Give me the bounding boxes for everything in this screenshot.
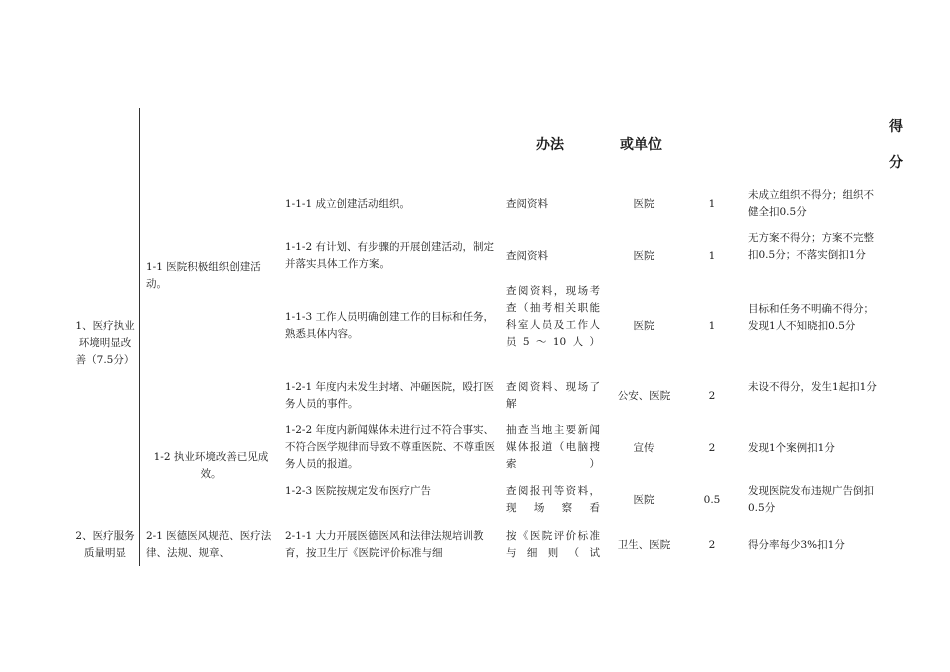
- item-method: 查阅资料: [506, 198, 548, 210]
- item-rule: 目标和任务不明确不得分；发现1人不知晓扣0.5分: [748, 303, 874, 332]
- item-rule: 得分率每少3%扣1分: [748, 539, 845, 551]
- item-rule: 无方案不得分；方案不完整扣0.5分；不落实倒扣1分: [748, 232, 874, 261]
- item-rule: 发现1个案例扣1分: [748, 442, 835, 454]
- item-unit: 医院: [633, 198, 655, 210]
- item-method: 查阅资料: [506, 250, 548, 262]
- item-rule: 未成立组织不得分；组织不健全扣0.5分: [748, 189, 874, 218]
- item-points: 2: [708, 539, 716, 551]
- header-score-2: 分: [889, 155, 903, 171]
- item-method: 抽查当地主要新闻媒体报道（电脑搜索）: [506, 424, 600, 470]
- item-rule: 发现医院发布违规广告倒扣0.5分: [748, 485, 874, 514]
- item-points: 1: [708, 198, 716, 210]
- item-method: 查阅资料、现场了解: [506, 381, 600, 410]
- item-unit: 医院: [633, 320, 655, 332]
- item-points: 0.5: [703, 494, 721, 506]
- item-points: 1: [708, 250, 716, 262]
- item-unit: 医院: [633, 494, 655, 506]
- item-points: 2: [708, 390, 716, 402]
- item-content: 1-1-1 成立创建活动组织。: [285, 198, 410, 210]
- item-content: 1-2-2 年度内新闻媒体未进行过不符合事实、不符合医学规律而导致不尊重医院、不尊重医务人员的报道。: [285, 424, 495, 470]
- item-points: 2: [708, 442, 716, 454]
- item-content: 1-1-3 工作人员明确创建工作的目标和任务，熟悉具体内容。: [285, 311, 494, 340]
- item-content: 1-2-1 年度内未发生封堵、冲砸医院，殴打医务人员的事件。: [285, 381, 494, 410]
- section-label: 2、医疗服务质量明显: [75, 530, 135, 559]
- table-divider: [139, 108, 140, 566]
- item-content: 2-1-1 大力开展医德医风和法律法规培训教育，按卫生厅《医院评价标准与细: [285, 530, 484, 559]
- item-method: 按《医院评价标准与细则（试: [506, 530, 600, 559]
- subsection-label: 1-2 执业环境改善已见成效。: [153, 451, 269, 480]
- section-label: 1、医疗执业环境明显改善（7.5分）: [75, 320, 135, 366]
- item-points: 1: [708, 320, 716, 332]
- subsection-label: 2-1 医德医风规范、医疗法律、法规、规章、: [146, 530, 272, 559]
- item-method: 查阅报刊等资料，现场察看: [506, 485, 600, 514]
- item-unit: 卫生、医院: [617, 539, 671, 551]
- item-content: 1-1-2 有计划、有步骤的开展创建活动，制定并落实具体工作方案。: [285, 241, 494, 270]
- item-unit: 公安、医院: [617, 390, 671, 402]
- item-unit: 医院: [633, 250, 655, 262]
- subsection-label: 1-1 医院积极组织创建活动。: [146, 261, 261, 290]
- item-unit: 宣传: [633, 442, 655, 454]
- item-rule: 未设不得分，发生1起扣1分: [748, 381, 877, 393]
- header-method: 办法: [536, 137, 564, 153]
- header-unit: 或单位: [620, 137, 662, 153]
- header-score-1: 得: [889, 119, 903, 135]
- item-method: 查阅资料，现场考查（抽考相关职能科室人员及工作人员5～10人）: [506, 285, 600, 348]
- item-content: 1-2-3 医院按规定发布医疗广告: [285, 485, 431, 497]
